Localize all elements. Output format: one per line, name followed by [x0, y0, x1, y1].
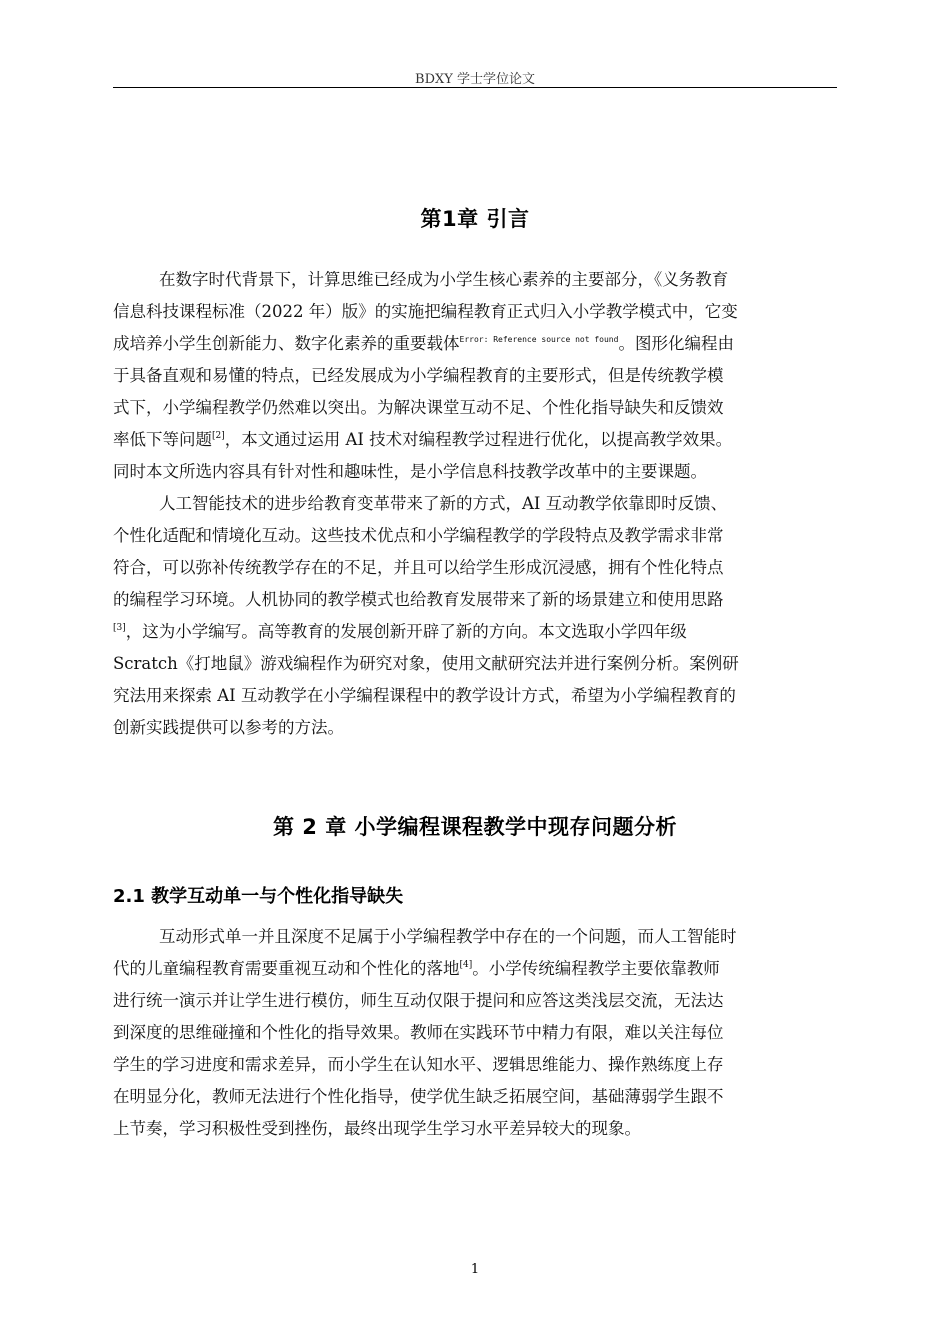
chapter-1-paragraph-1 [113, 264, 837, 488]
text-line: 到深度的思维碰撞和个性化的指导效果。教师在实践环节中精力有限，难以关注每位 [113, 1023, 724, 1042]
text-segment: 。小学传统编程教学主要依靠教师 [472, 959, 720, 978]
text-segment: 。图形化编程由 [618, 334, 734, 353]
text-line: 在数字时代背景下，计算思维已经成为小学生核心素养的主要部分，《义务教育 [159, 270, 729, 289]
chapter-2-title: 第 2 章 小学编程课程教学中现存问题分析 [272, 815, 678, 839]
chapter-1-paragraph-2 [113, 488, 837, 744]
page-number: 1 [470, 1262, 480, 1277]
text-line: 个性化适配和情境化互动。这些技术优点和小学编程教学的学段特点及教学需求非常 [113, 526, 724, 545]
text-segment: 率低下等问题 [113, 430, 212, 449]
text-segment: ，这为小学编写。高等教育的发展创新开辟了新的方向。本文选取小学四年级 [125, 622, 687, 641]
text-segment: 代的儿童编程教育需要重视互动和个性化的落地 [113, 959, 460, 978]
section-2-1-title: 2.1 教学互动单一与个性化指导缺失 [113, 886, 404, 907]
text-line: Scratch《打地鼠》游戏编程作为研究对象，使用文献研究法并进行案例分析。案例研 [113, 654, 739, 673]
text-line: 符合，可以弥补传统教学存在的不足，并且可以给学生形成沉浸感，拥有个性化特点 [113, 558, 724, 577]
text-segment: 成培养小学生创新能力、数字化素养的重要载体 [113, 334, 460, 353]
text-segment: ，本文通过运用 AI 技术对编程教学过程进行优化，以提高教学效果。 [224, 430, 733, 449]
text-line: 的编程学习环境。人机协同的教学模式也给教育发展带来了新的场景建立和使用思路 [113, 590, 724, 609]
text-line [113, 616, 837, 648]
chapter-1-title: 第1章 引言 [420, 207, 530, 231]
text-line: 创新实践提供可以参考的方法。 [113, 718, 344, 737]
citation-ref: [2] [212, 431, 225, 441]
text-line: 进行统一演示并让学生进行模仿，师生互动仅限于提问和应答这类浅层交流，无法达 [113, 991, 724, 1010]
text-line: 于具备直观和易懂的特点，已经发展成为小学编程教育的主要形式，但是传统教学模 [113, 366, 724, 385]
text-line: 同时本文所选内容具有针对性和趣味性，是小学信息科技教学改革中的主要课题。 [113, 462, 707, 481]
reference-error: Error: Reference source not found [459, 335, 619, 344]
text-line: 上节奏，学习积极性受到挫伤，最终出现学生学习水平差异较大的现象。 [113, 1119, 641, 1138]
running-header: BDXY 学士学位论文 [415, 72, 535, 87]
citation-ref: [4] [459, 960, 473, 970]
text-line: 信息科技课程标准（2022 年）版》的实施把编程教育正式归入小学教学模式中，它变 [113, 302, 738, 321]
text-line [113, 953, 837, 985]
text-line: 式下，小学编程教学仍然难以突出。为解决课堂互动不足、个性化指导缺失和反馈效 [113, 398, 724, 417]
text-line: 在明显分化，教师无法进行个性化指导，使学优生缺乏拓展空间，基础薄弱学生跟不 [113, 1087, 724, 1106]
text-line [113, 328, 837, 360]
header-rule [113, 87, 837, 88]
text-line [113, 424, 837, 456]
text-line: 究法用来探索 AI 互动教学在小学编程课程中的教学设计方式，希望为小学编程教育的 [113, 686, 736, 705]
citation-ref: [3] [113, 623, 126, 633]
text-line: 互动形式单一并且深度不足属于小学编程教学中存在的一个问题，而人工智能时 [159, 927, 737, 946]
text-line: 人工智能技术的进步给教育变革带来了新的方式，AI 互动教学依靠即时反馈、 [159, 494, 728, 513]
section-2-1-paragraph [113, 921, 837, 1145]
text-line: 学生的学习进度和需求差异，而小学生在认知水平、逻辑思维能力、操作熟练度上存 [113, 1055, 724, 1074]
